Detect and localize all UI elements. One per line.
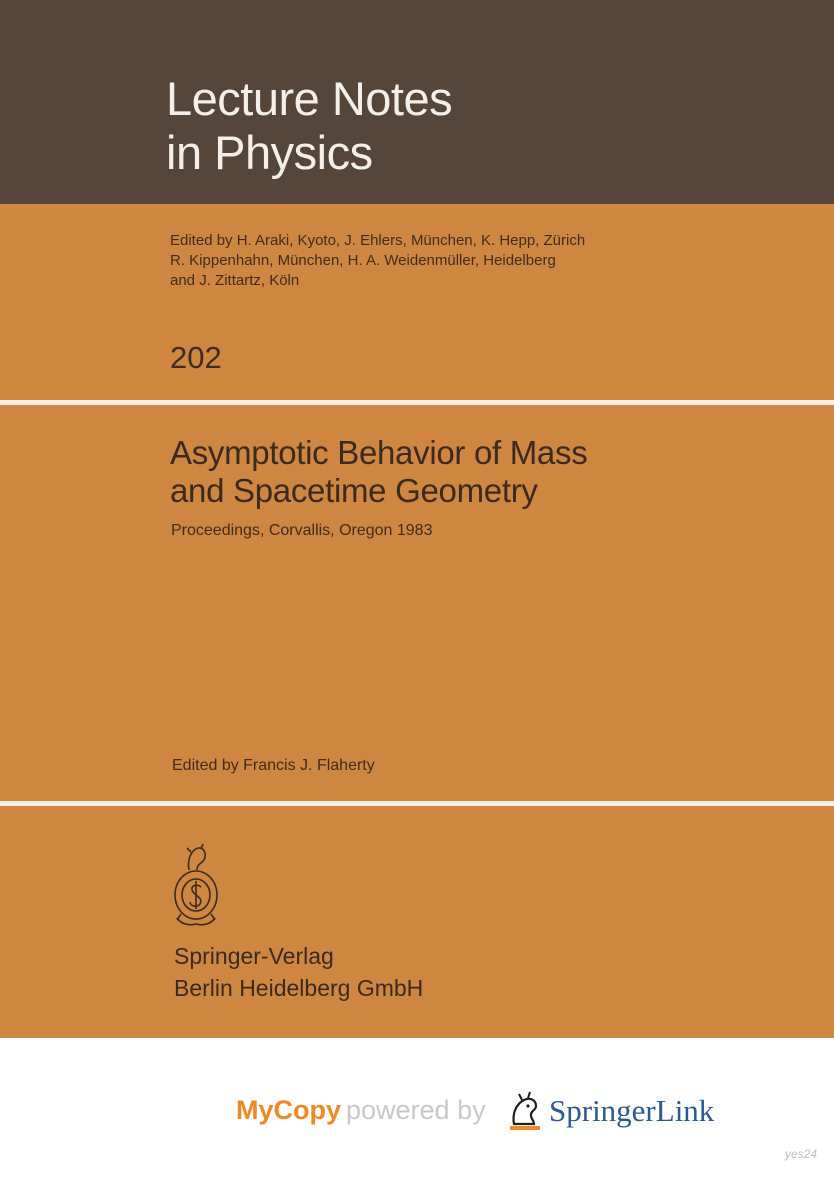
- editors-line3: and J. Zittartz, Köln: [170, 272, 300, 289]
- series-title-line2: in Physics: [166, 126, 373, 179]
- publisher-line1: Springer-Verlag: [174, 943, 334, 969]
- publisher: [174, 940, 423, 1004]
- volume-number: 202: [170, 340, 222, 375]
- series-title-line1: Lecture Notes: [166, 72, 453, 125]
- volume-editor: Edited by Francis J. Flaherty: [172, 757, 375, 774]
- divider-bottom: [0, 801, 834, 806]
- publisher-line2: Berlin Heidelberg GmbH: [174, 975, 424, 1001]
- divider-top: [0, 400, 834, 405]
- series-editors: [170, 231, 585, 291]
- series-header: [0, 0, 834, 204]
- book-title-line2: and Spacetime Geometry: [170, 472, 538, 509]
- powered-by-label: powered by: [346, 1095, 486, 1125]
- watermark: yes24: [785, 1147, 818, 1161]
- mycopy-label: MyCopy: [236, 1095, 342, 1125]
- mycopy-banner: [236, 1088, 796, 1138]
- editors-line2: R. Kippenhahn, München, H. A. Weidenmüller, Heidelberg: [170, 252, 556, 269]
- springer-knight-icon: [504, 1088, 546, 1132]
- book-subtitle: Proceedings, Corvallis, Oregon 1983: [171, 522, 433, 539]
- springerlink-label: SpringerLink: [549, 1093, 715, 1128]
- editors-line1: Edited by H. Araki, Kyoto, J. Ehlers, München, K. Hepp, Zürich: [170, 232, 586, 249]
- springer-chess-knight-icon: [167, 840, 225, 932]
- series-title: [166, 72, 452, 180]
- book-title: [170, 434, 587, 510]
- book-title-line1: Asymptotic Behavior of Mass: [170, 434, 588, 471]
